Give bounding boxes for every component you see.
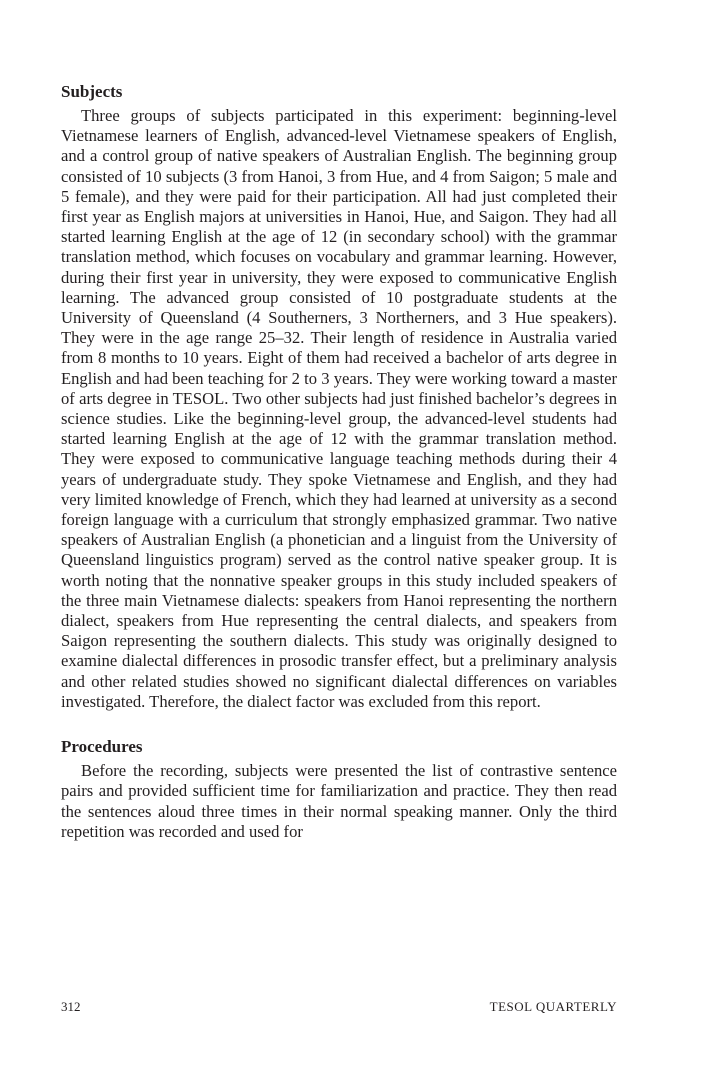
procedures-paragraph: Before the recording, subjects were presented the list of contrastive sentence pairs and provided sufficient time for familiarization and practice. They then read the sentences aloud three times in their normal speaking manner. Only the third repetition was recorded and used for (61, 761, 617, 841)
section-heading-procedures: Procedures (61, 737, 143, 757)
page-number: 312 (61, 999, 81, 1014)
journal-name: TESOL QUARTERLY (489, 999, 617, 1014)
page-footer (61, 997, 617, 1017)
subjects-paragraph: Three groups of subjects participated in this experiment: beginning-level Vietnamese learners of English, advanced-level Vietnamese speakers of English, and a control group of native speakers of Australian English. The beginning group consisted of 10 subjects (3 from Hanoi, 3 from Hue, and 4 from Saigon; 5 male and 5 female), and they were paid for their participation. All had just completed their first year as English majors at universities in Hanoi, Hue, and Saigon. They had all started learning English at the age of 12 (in secondary school) with the grammar translation method, which focuses on vocabulary and grammar learning. However, during their first year in university, they were exposed to communicative English learning. The advanced group consisted of 10 postgraduate students at the University of Queensland (4 Southerners, 3 Northerners, and 3 Hue speakers). They were in the age range 25–32. Their length of residence in Australia varied from 8 months to 10 years. Eight of them had received a bachelor of arts degree in English and had been teaching for 2 to 3 years. They were working toward a master of arts degree in TESOL. Two other subjects had just finished bachelor’s degrees in science studies. Like the beginning-level group, the advanced-level students had started learning English at the age of 12 with the grammar translation method. They were exposed to communicative language teaching methods during their 4 years of undergraduate study. They spoke Vietnamese and English, and they had very limited knowledge of French, which they had learned at university as a second foreign language with a curriculum that strongly emphasized grammar. Two native speakers of Australian English (a phonetician and a linguist from the University of Queensland linguistics program) served as the control native speaker group. It is worth noting that the nonnative speaker groups in this study included speakers of the three main Vietnamese dialects: speakers from Hanoi representing the northern dialect, speakers from Hue representing the central dialects, and speakers from Saigon representing the southern dialects. This study was originally designed to examine dialectal differences in prosodic transfer effect, but a preliminary analysis and other related studies showed no significant dialectal differences on variables investigated. Therefore, the dialect factor was excluded from this report. (61, 106, 617, 711)
section-heading-subjects: Subjects (61, 82, 123, 101)
page-body (61, 82, 617, 842)
section-gap (61, 712, 617, 737)
